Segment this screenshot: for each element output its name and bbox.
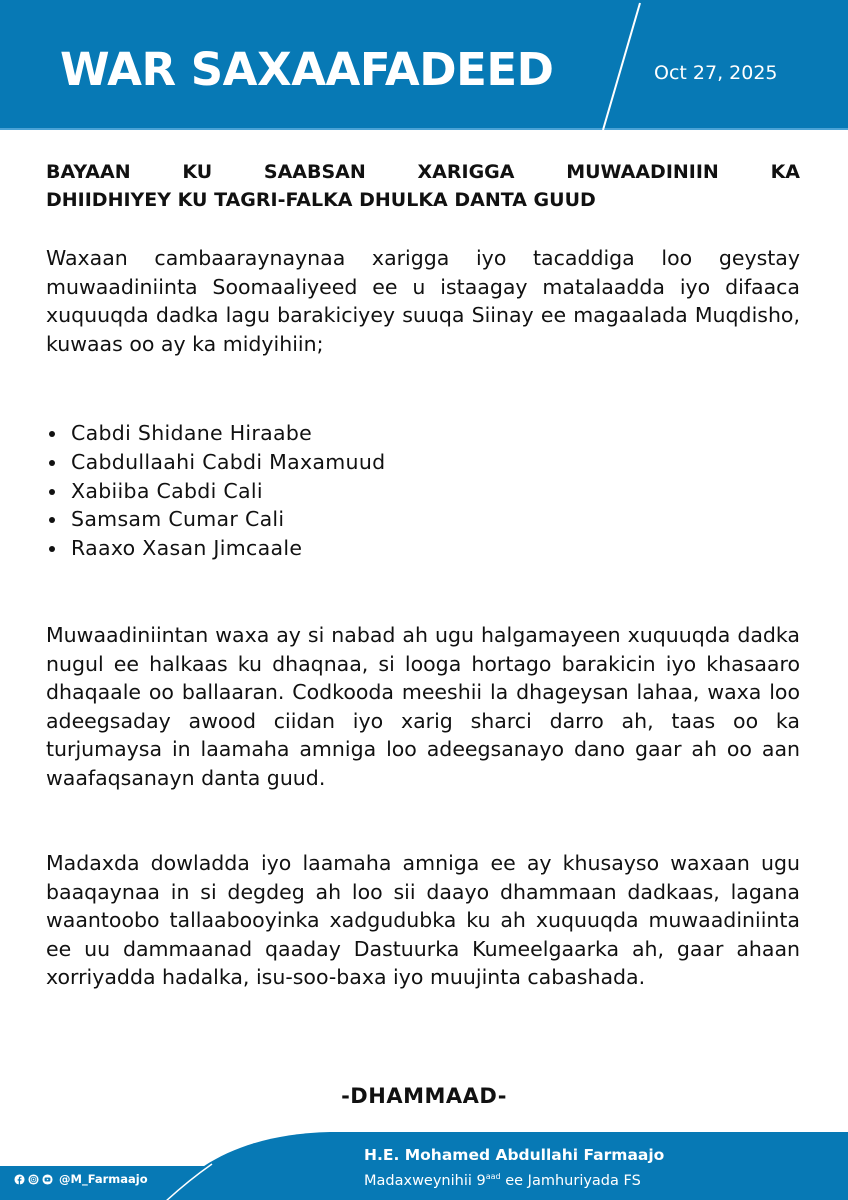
social-handle[interactable]: @M_Farmaajo xyxy=(59,1172,148,1186)
bullet-icon xyxy=(49,517,55,523)
social-links xyxy=(14,1172,148,1186)
paragraph-intro: Waxaan cambaaraynaynaa xarigga iyo tacaddiga loo geystay muwaadiniinta Soomaaliyeed ee u istaagay matalaadda iyo difaaca xuquuqda dadka lagu barakiciyey suuqa Siinay ee magaalada Muqdisho, kuwaas oo ay ka midyihiin; xyxy=(46,246,800,356)
list-item xyxy=(46,534,385,563)
detainee-name: Cabdi Shidane Hiraabe xyxy=(71,421,313,445)
role-prefix: Madaxweynihii 9 xyxy=(364,1173,486,1189)
youtube-icon[interactable] xyxy=(42,1174,53,1185)
detainee-name: Raaxo Xasan Jimcaale xyxy=(71,536,303,561)
instagram-icon[interactable] xyxy=(28,1174,39,1185)
signatory-name: H.E. Mohamed Abdullahi Farmaajo xyxy=(364,1146,665,1164)
bullet-icon xyxy=(49,546,55,552)
list-item xyxy=(46,419,385,448)
bullet-icon xyxy=(49,460,55,466)
list-item xyxy=(46,505,385,534)
list-item xyxy=(46,477,385,506)
detainee-name: Xabiiba Cabdi Cali xyxy=(71,478,263,503)
role-ordinal: aad xyxy=(485,1172,501,1181)
ending-mark: -DHAMMAAD- xyxy=(341,1084,507,1108)
document-body xyxy=(46,158,800,990)
facebook-icon[interactable] xyxy=(14,1174,25,1185)
role-suffix: ee Jamhuriyada FS xyxy=(500,1173,641,1189)
paragraph-context: Muwaadiniintan waxa ay si nabad ah ugu halgamayeen xuquuqda dadka nugul ee halkaas ku dhaqnaa, si looga hortago barakicin iyo khasaaro dhaqaale oo ballaaran. Codkooda meeshii la dhageysan lahaa, waxa loo adeegsaday awood ciidan iyo xarig sharci darro ah, taas oo ka turjumaysa in laamaha amniga loo adeegsanayo dano gaar ah oo aan waafaqsanayn danta guud. xyxy=(46,623,800,790)
release-date: Oct 27, 2025 xyxy=(654,62,778,84)
bullet-icon xyxy=(49,489,55,495)
heading-line-2: DHIIDHIYEY KU TAGRI-FALKA DHULKA DANTA GUUD xyxy=(46,189,596,211)
paragraph-demand: Madaxda dowladda iyo laamaha amniga ee ay khusayso waxaan ugu baaqaynaa in si degdeg ah loo sii daayo dhammaan dadkaas, lagana waantoobo tallaabooyinka xadgudubka ku ah xuquuqda muwaadiniinta ee uu dammaanad qaaday Dastuurka Kumeelgaarka ah, gaar ahaan xorriyadda hadalka, isu-soo-baxa iyo muujinta cabashada. xyxy=(46,851,800,990)
header-title: WAR SAXAAFADEED xyxy=(60,43,554,96)
bullet-icon xyxy=(49,431,55,437)
detainee-name: Samsam Cumar Cali xyxy=(71,507,285,532)
detainee-list xyxy=(46,419,385,563)
document-heading xyxy=(46,158,800,214)
heading-line-1: BAYAAN KU SAABSAN XARIGGA MUWAADINIIN KA xyxy=(46,161,800,183)
signatory-title xyxy=(364,1172,641,1189)
list-item xyxy=(46,448,385,477)
header-banner xyxy=(0,0,848,130)
detainee-name: Cabdullaahi Cabdi Maxamuud xyxy=(71,449,386,474)
